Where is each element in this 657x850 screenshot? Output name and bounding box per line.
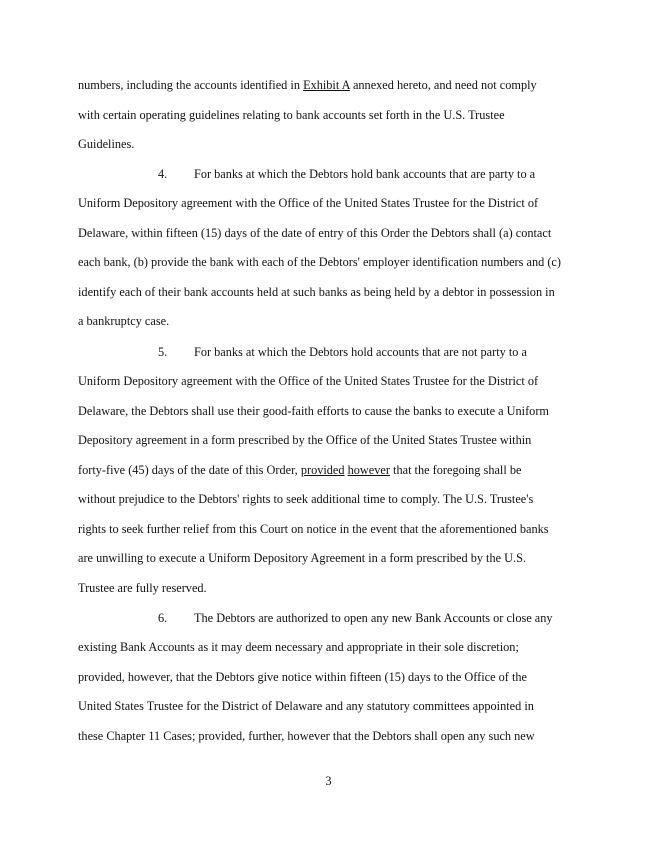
body-line: each bank, (b) provide the bank with each of the Debtors' employer identification numbers and (c) <box>78 255 561 269</box>
page-number: 3 <box>325 774 332 788</box>
text-run: numbers, including the accounts identified in <box>78 78 304 92</box>
body-line: Delaware, the Debtors shall use their good-faith efforts to cause the banks to execute a Uniform <box>78 404 549 418</box>
however-term: however <box>347 463 390 477</box>
body-line: Guidelines. <box>78 137 135 151</box>
body-line: identify each of their bank accounts held at such banks as being held by a debtor in possession in <box>78 285 555 299</box>
paragraph-first-line: The Debtors are authorized to open any new Bank Accounts or close any <box>194 611 553 625</box>
body-line: existing Bank Accounts as it may deem necessary and appropriate in their sole discretion; <box>78 640 519 654</box>
paragraph-first-line: For banks at which the Debtors hold accounts that are not party to a <box>194 345 527 359</box>
body-line: Uniform Depository agreement with the Office of the United States Trustee for the District of <box>78 196 539 210</box>
body-line: Uniform Depository agreement with the Office of the United States Trustee for the District of <box>78 374 539 388</box>
body-line: Trustee are fully reserved. <box>78 581 207 595</box>
body-line: United States Trustee for the District of Delaware and any statutory committees appointed in <box>78 699 534 713</box>
body-line <box>78 77 537 93</box>
provided-term: provided <box>300 463 345 477</box>
body-line: these Chapter 11 Cases; provided, further, however that the Debtors shall open any such new <box>78 729 535 743</box>
body-line: are unwilling to execute a Uniform Depository Agreement in a form prescribed by the U.S. <box>78 551 527 565</box>
body-line: Depository agreement in a form prescribed by the Office of the United States Trustee within <box>78 433 532 447</box>
body-line: rights to seek further relief from this Court on notice in the event that the aforementioned banks <box>78 522 549 536</box>
body-line: with certain operating guidelines relating to bank accounts set forth in the U.S. Trustee <box>78 108 505 122</box>
paragraph-number: 6. <box>158 611 168 625</box>
paragraph-number: 4. <box>158 167 168 181</box>
body-line: a bankruptcy case. <box>78 314 170 328</box>
text-run: forty-five (45) days of the date of this Order, <box>78 463 301 477</box>
body-line <box>78 462 521 478</box>
body-line: provided, however, that the Debtors give notice within fifteen (15) days to the Office of the <box>78 670 528 684</box>
text-run: annexed hereto, and need not comply <box>349 78 537 92</box>
paragraph-number: 5. <box>158 345 168 359</box>
paragraph-first-line: For banks at which the Debtors hold bank accounts that are party to a <box>194 167 536 181</box>
body-line: without prejudice to the Debtors' rights to seek additional time to comply. The U.S. Trustee's <box>78 492 534 506</box>
exhibit-a-reference: Exhibit A <box>303 78 350 92</box>
text-run: that the foregoing shall be <box>389 463 522 477</box>
body-line: Delaware, within fifteen (15) days of the date of entry of this Order the Debtors shall (a) contact <box>78 226 552 240</box>
